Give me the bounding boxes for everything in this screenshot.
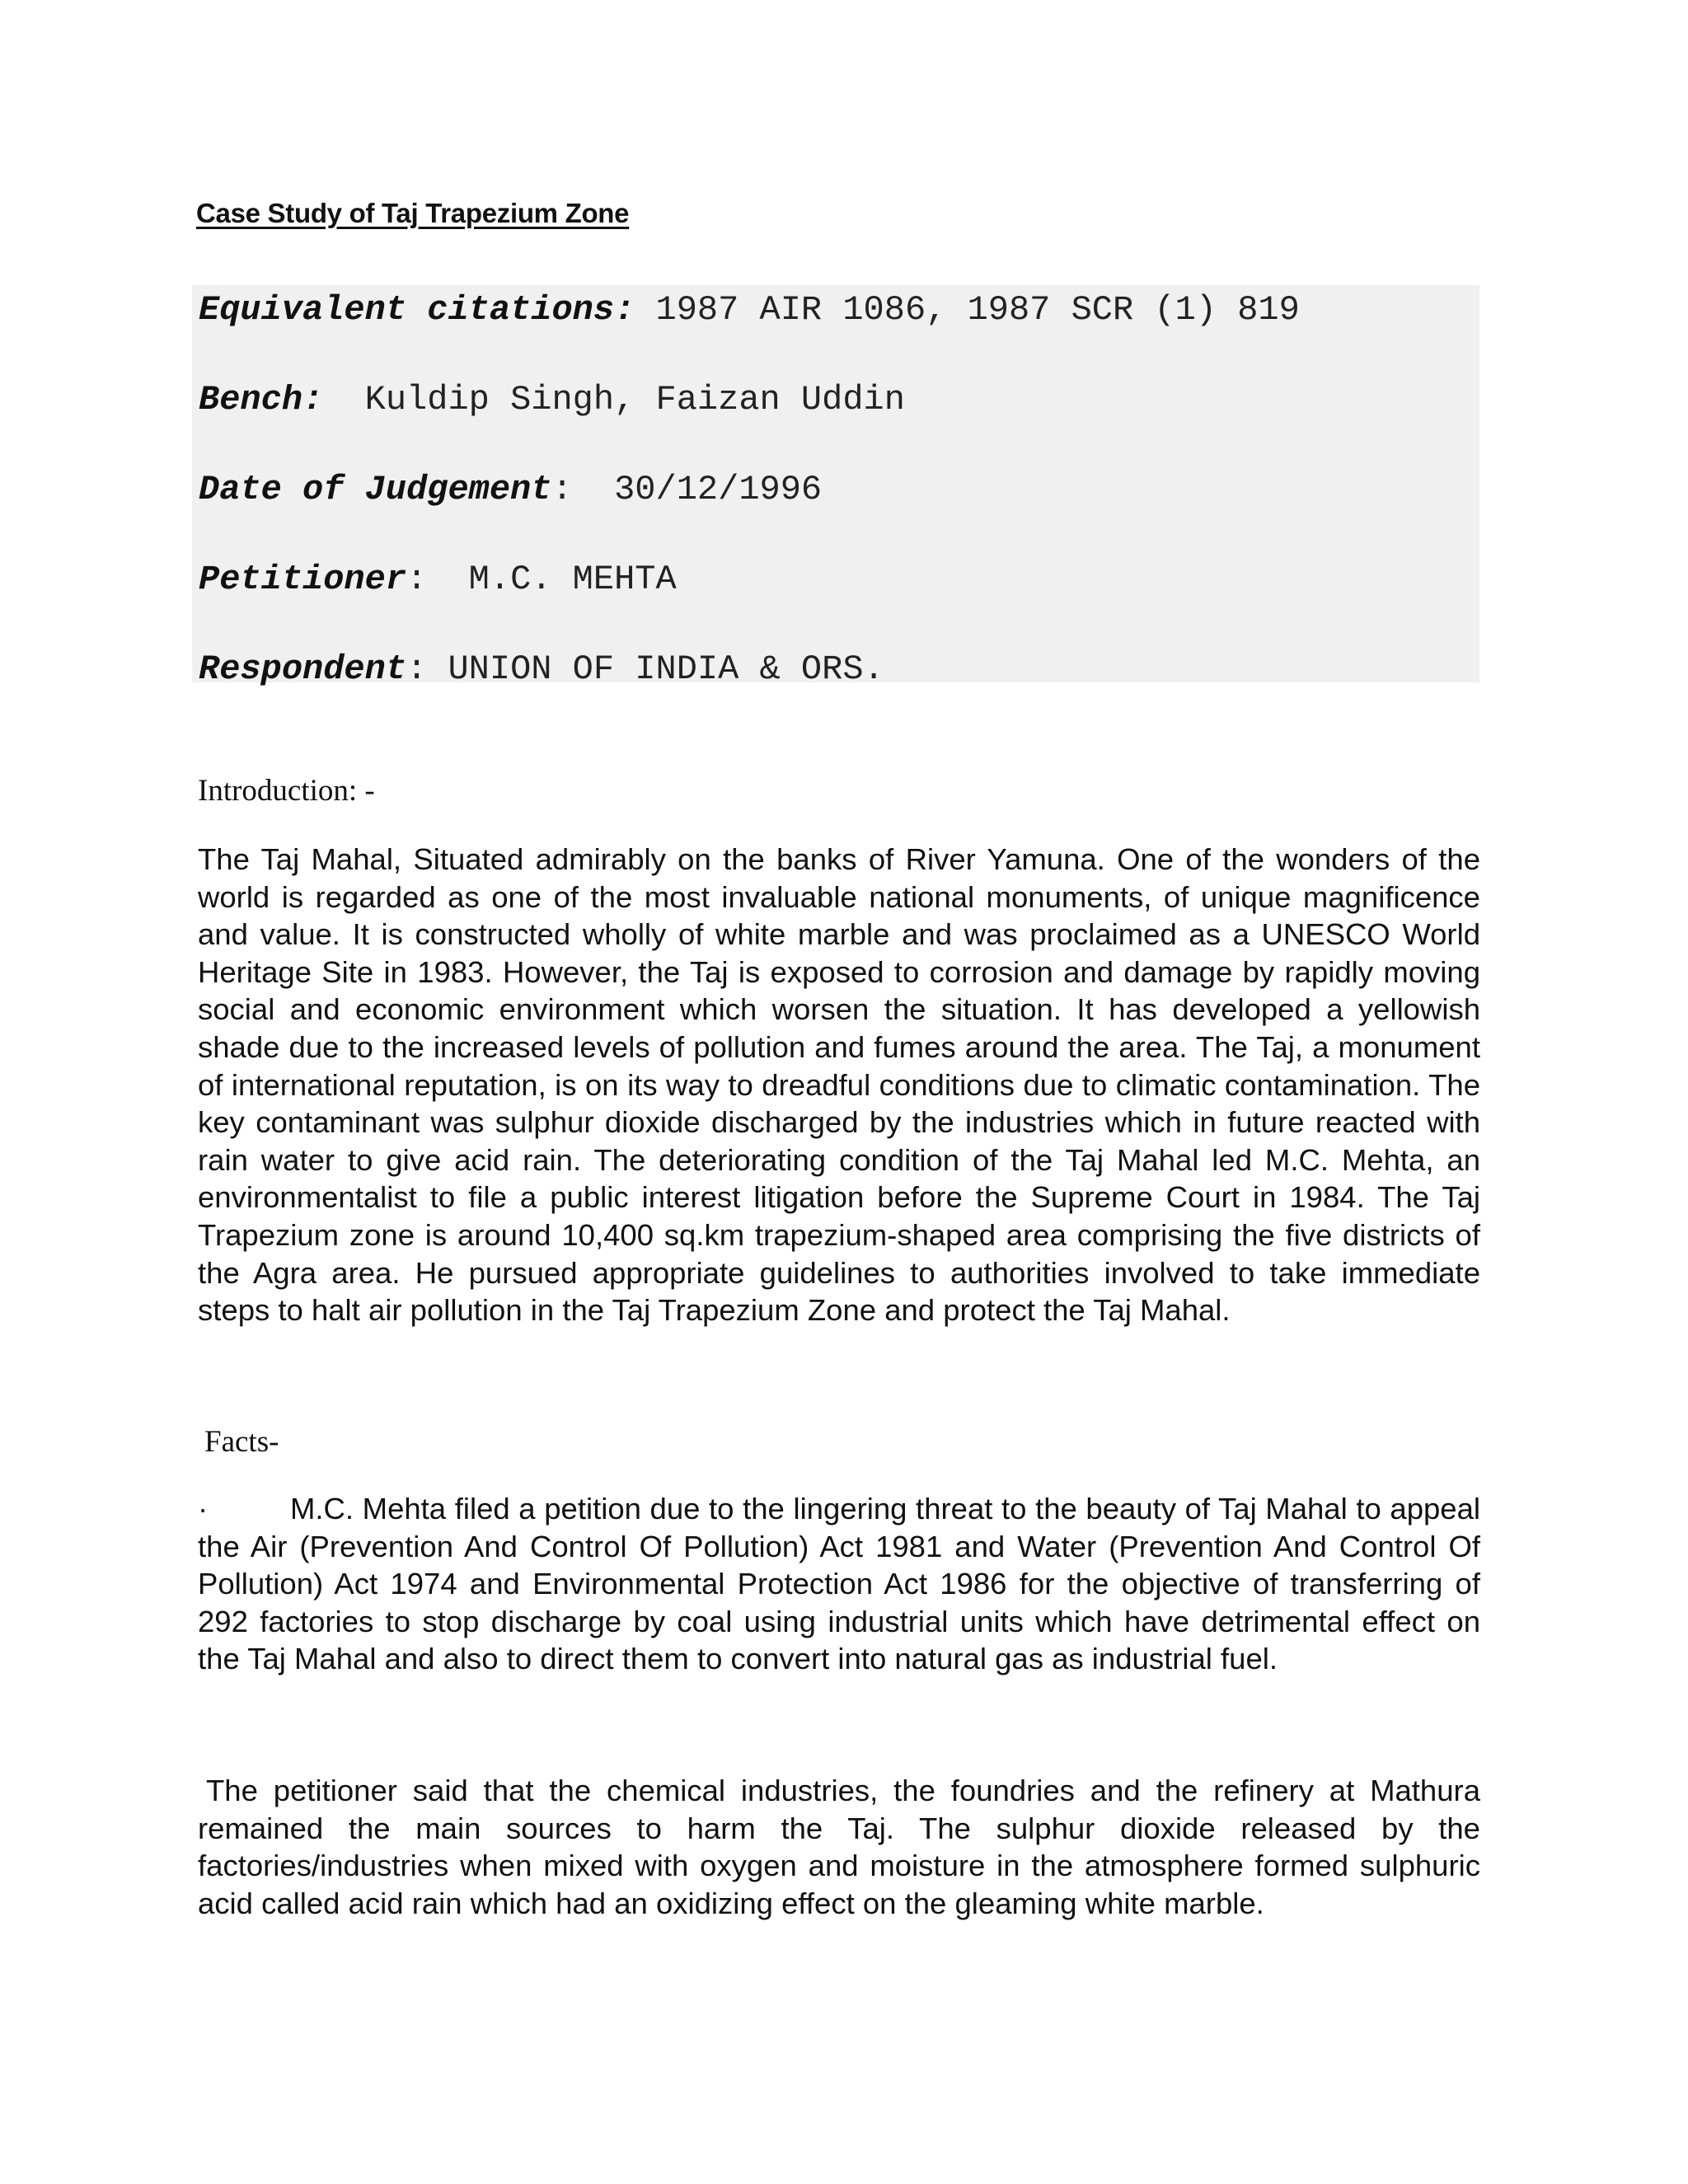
bench-row [199, 379, 905, 420]
respondent-row [199, 649, 884, 690]
citations-label: Equivalent citations: [199, 290, 635, 330]
facts-point-1 [198, 1490, 1480, 1678]
judgement-date-value: : 30/12/1996 [551, 470, 823, 509]
introduction-heading: Introduction: - [198, 774, 375, 808]
bench-label: Bench: [199, 380, 324, 419]
facts-point-1-text: M.C. Mehta filed a petition due to the lingering threat to the beauty of Taj Mahal to appeal the Air (Prevention And Control Of Pollution) Act 1981 and Water (Prevention And Control Of Pollution) Act 1974 and Environmental Protection Act 1986 for the objective of transferring of 292 factories to stop discharge by coal using industrial units which have detrimental effect on the Taj Mahal and also to direct them to convert into natural gas as industrial fuel. [198, 1492, 1480, 1676]
bench-value: Kuldip Singh, Faizan Uddin [323, 380, 905, 419]
facts-heading: Facts- [204, 1425, 279, 1459]
document-title: Case Study of Taj Trapezium Zone [196, 198, 630, 228]
facts-point-2: The petitioner said that the chemical industries, the foundries and the refinery at Mathura remained the main sources to harm the Taj. The sulphur dioxide released by the factories/industries when mixed with oxygen and moisture in the atmosphere formed sulphuric acid called acid rain which had an oxidizing effect on the gleaming white marble. [198, 1774, 1480, 1920]
case-metadata-box [192, 285, 1479, 689]
bullet-icon: · [198, 1492, 209, 1526]
respondent-label: Respondent [199, 649, 407, 689]
introduction-paragraph: The Taj Mahal, Situated admirably on the banks of River Yamuna. One of the wonders of the world is regarded as one of the most invaluable national monuments, of unique magnificence and value. It is constructed wholly of white marble and was proclaimed as a UNESCO World Heritage Site in 1983. However, the Taj is exposed to corrosion and damage by rapidly moving social and economic environment which worsen the situation. It has developed a yellowish shade due to the increased levels of pollution and fumes around the area. The Taj, a monument of international reputation, is on its way to dreadful conditions due to climatic contamination. The key contaminant was sulphur dioxide discharged by the industries which in future reacted with rain water to give acid rain. The deteriorating condition of the Taj Mahal led M.C. Mehta, an environmentalist to file a public interest litigation before the Supreme Court in 1984. The Taj Trapezium zone is around 10,400 sq.km trapezium-shaped area comprising the five districts of the Agra area. He pursued appropriate guidelines to authorities involved to take immediate steps to halt air pollution in the Taj Trapezium Zone and protect the Taj Mahal. [198, 842, 1480, 1328]
judgement-date-label: Date of Judgement [199, 470, 552, 509]
petitioner-row [199, 559, 677, 600]
petitioner-value: : M.C. MEHTA [406, 560, 677, 599]
respondent-value: : UNION OF INDIA & ORS. [406, 649, 884, 689]
citations-row [199, 289, 1300, 330]
citations-value: 1987 AIR 1086, 1987 SCR (1) 819 [635, 290, 1300, 330]
judgement-date-row [199, 469, 822, 510]
petitioner-label: Petitioner [199, 560, 407, 599]
